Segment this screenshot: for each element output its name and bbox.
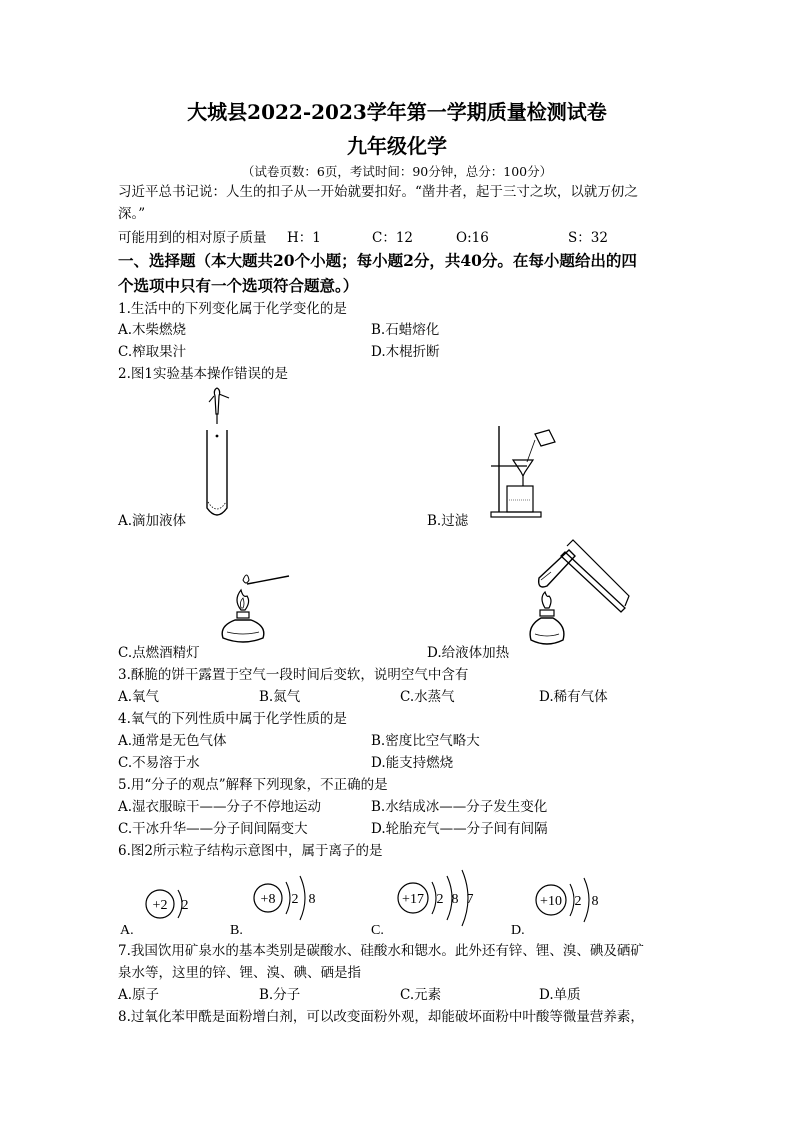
- q4-option-c: C.不易溶于水: [118, 755, 200, 771]
- atom-c-shell-2: 8: [451, 892, 459, 907]
- atom-d-shell-2: 8: [591, 894, 599, 909]
- q7-option-b: B.分子: [259, 987, 301, 1003]
- exam-title: 大城县2022-2023学年第一学期质量检测试卷: [187, 100, 607, 124]
- q1-option-b: B.石蜡熔化: [371, 322, 440, 338]
- q3-option-d: D.稀有气体: [539, 689, 608, 705]
- masses-label: 可能用到的相对原子质量: [118, 230, 267, 246]
- atom-b-label: B.: [230, 923, 243, 938]
- atom-b-shell-2: 8: [308, 892, 316, 907]
- q1-option-c: C.榨取果汁: [118, 344, 187, 360]
- atom-c-nucleus: +17: [402, 892, 424, 907]
- q5-option-b: B.水结成冰——分子发生变化: [371, 799, 548, 815]
- quote-line-2: 深。”: [118, 206, 146, 222]
- q4-stem: 4.氧气的下列性质中属于化学性质的是: [118, 711, 347, 727]
- heating-liquid-figure: [525, 536, 635, 662]
- atom-b-shell-1: 2: [291, 892, 299, 907]
- q7-stem-line-2: 泉水等，这里的锌、锂、溴、碘、硒是指: [118, 965, 361, 981]
- q6-stem: 6.图2所示粒子结构示意图中，属于离子的是: [118, 843, 383, 859]
- dropper-test-tube-figure: [195, 384, 245, 524]
- exam-info: （试卷页数：6页，考试时间：90分钟，总分：100分）: [241, 164, 553, 179]
- mass-o: O:16: [456, 230, 489, 246]
- q4-option-a: A.通常是无色气体: [118, 733, 227, 749]
- exam-subtitle: 九年级化学: [347, 134, 447, 158]
- atom-a-nucleus: +2: [152, 898, 168, 913]
- q3-option-c: C.水蒸气: [400, 689, 455, 705]
- atom-diagram-b: [228, 862, 338, 938]
- atom-d-label: D.: [511, 923, 525, 938]
- atom-diagram-a: [118, 862, 208, 938]
- atom-a-shell-1: 2: [181, 898, 189, 913]
- atom-a-label: A.: [120, 923, 134, 938]
- q5-option-c: C.干冰升华——分子间间隔变大: [118, 821, 308, 837]
- q2-stem: 2.图1实验基本操作错误的是: [118, 366, 288, 382]
- q8-stem: 8.过氧化苯甲酰是面粉增白剂，可以改变面粉外观，却能破坏面粉中叶酸等微量营养素，: [118, 1009, 644, 1025]
- q2-option-a: A.滴加液体: [118, 513, 187, 529]
- q4-option-b: B.密度比空气略大: [371, 733, 480, 749]
- quote-line-1: 习近平总书记说：人生的扣子从一开始就要扣好。“凿井者，起于三寸之坎，以就万仞之: [118, 184, 638, 200]
- atom-diagram-d: [509, 862, 619, 938]
- q4-option-d: D.能支持燃烧: [371, 755, 454, 771]
- atom-b-nucleus: +8: [260, 892, 276, 907]
- q1-option-a: A.木柴燃烧: [118, 322, 187, 338]
- atom-d-nucleus: +10: [540, 894, 562, 909]
- q2-option-d: D.给液体加热: [427, 645, 510, 661]
- q5-option-d: D.轮胎充气——分子间有间隔: [371, 821, 548, 837]
- atom-c-label: C.: [371, 923, 384, 938]
- atom-diagram-c: [369, 862, 489, 938]
- alcohol-lamp-figure: [213, 566, 303, 656]
- section-heading-line-2: 个选项中只有一个选项符合题意。）: [118, 276, 359, 295]
- q5-option-a: A.湿衣服晾干——分子不停地运动: [118, 799, 322, 815]
- q1-option-d: D.木棍折断: [371, 344, 440, 360]
- filtration-figure: [487, 420, 567, 520]
- q5-stem: 5.用“分子的观点”解释下列现象，不正确的是: [118, 777, 388, 793]
- atom-c-shell-3: 7: [466, 892, 474, 907]
- mass-c: C：12: [372, 230, 414, 246]
- atom-c-shell-1: 2: [436, 892, 444, 907]
- q7-option-a: A.原子: [118, 987, 160, 1003]
- section-heading-line-1: 一、选择题（本大题共20个小题；每小题2分，共40分。在每小题给出的四: [118, 251, 637, 270]
- q3-option-b: B.氮气: [259, 689, 301, 705]
- q1-stem: 1.生活中的下列变化属于化学变化的是: [118, 301, 347, 317]
- q2-option-c: C.点燃酒精灯: [118, 645, 200, 661]
- q3-stem: 3.酥脆的饼干露置于空气一段时间后变软，说明空气中含有: [118, 667, 469, 683]
- mass-h: H：1: [287, 230, 321, 246]
- q7-option-d: D.单质: [539, 987, 581, 1003]
- atom-d-shell-1: 2: [574, 894, 582, 909]
- q3-option-a: A.氧气: [118, 689, 160, 705]
- q7-option-c: C.元素: [400, 987, 442, 1003]
- q7-stem-line-1: 7.我国饮用矿泉水的基本类别是碳酸水、硅酸水和锶水。此外还有锌、锂、溴、碘及硒矿: [118, 943, 644, 959]
- q2-option-b: B.过滤: [427, 513, 469, 529]
- mass-s: S：32: [568, 230, 608, 246]
